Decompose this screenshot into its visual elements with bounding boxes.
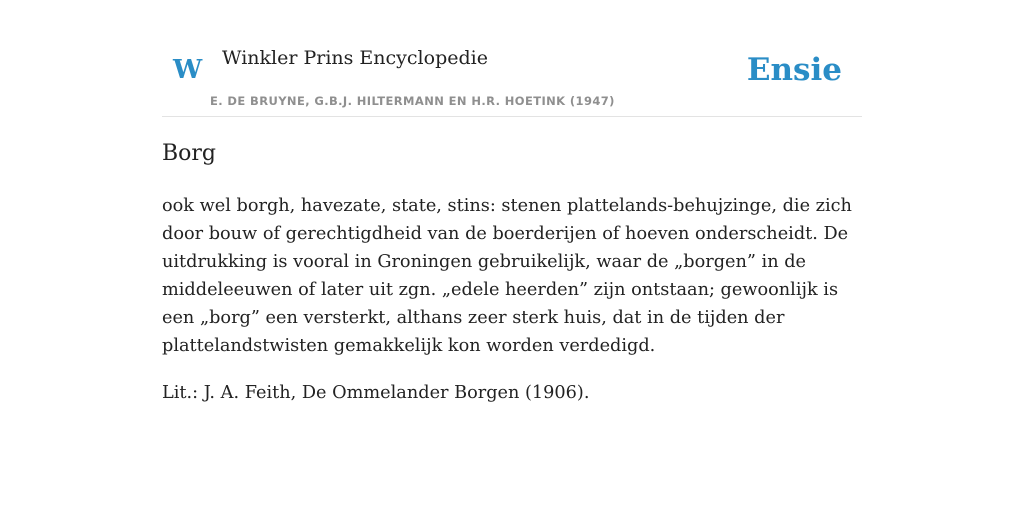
brand-logo[interactable]: Ensie [746, 52, 842, 88]
source-authors: E. DE BRUYNE, G.B.J. HILTERMANN EN H.R. HOETINK (1947) [210, 94, 615, 108]
page [162, 0, 862, 403]
article-title: Borg [162, 141, 217, 166]
source-logo[interactable]: W [173, 55, 203, 85]
source-header [162, 0, 862, 117]
source-title[interactable]: Winkler Prins Encyclopedie [222, 47, 488, 69]
article-body: ook wel borgh, havezate, state, stins: stenen plattelands-behujzinge, die zich door bouw of gerechtigdheid van de boerderijen of hoeven onderscheidt. De uitdrukking is vooral in Groningen gebruikelijk, waar de „borgen” in de middeleeuwen of later uit zgn. „edele heerden” zijn ontstaan; gewoonlijk is een „borg” een versterkt, althans zeer sterk huis, dat in de tijden der plattelandstwisten gemakkelijk kon worden verdedigd. [162, 196, 852, 356]
article-literature: Lit.: J. A. Feith, De Ommelander Borgen (1906). [162, 383, 590, 403]
